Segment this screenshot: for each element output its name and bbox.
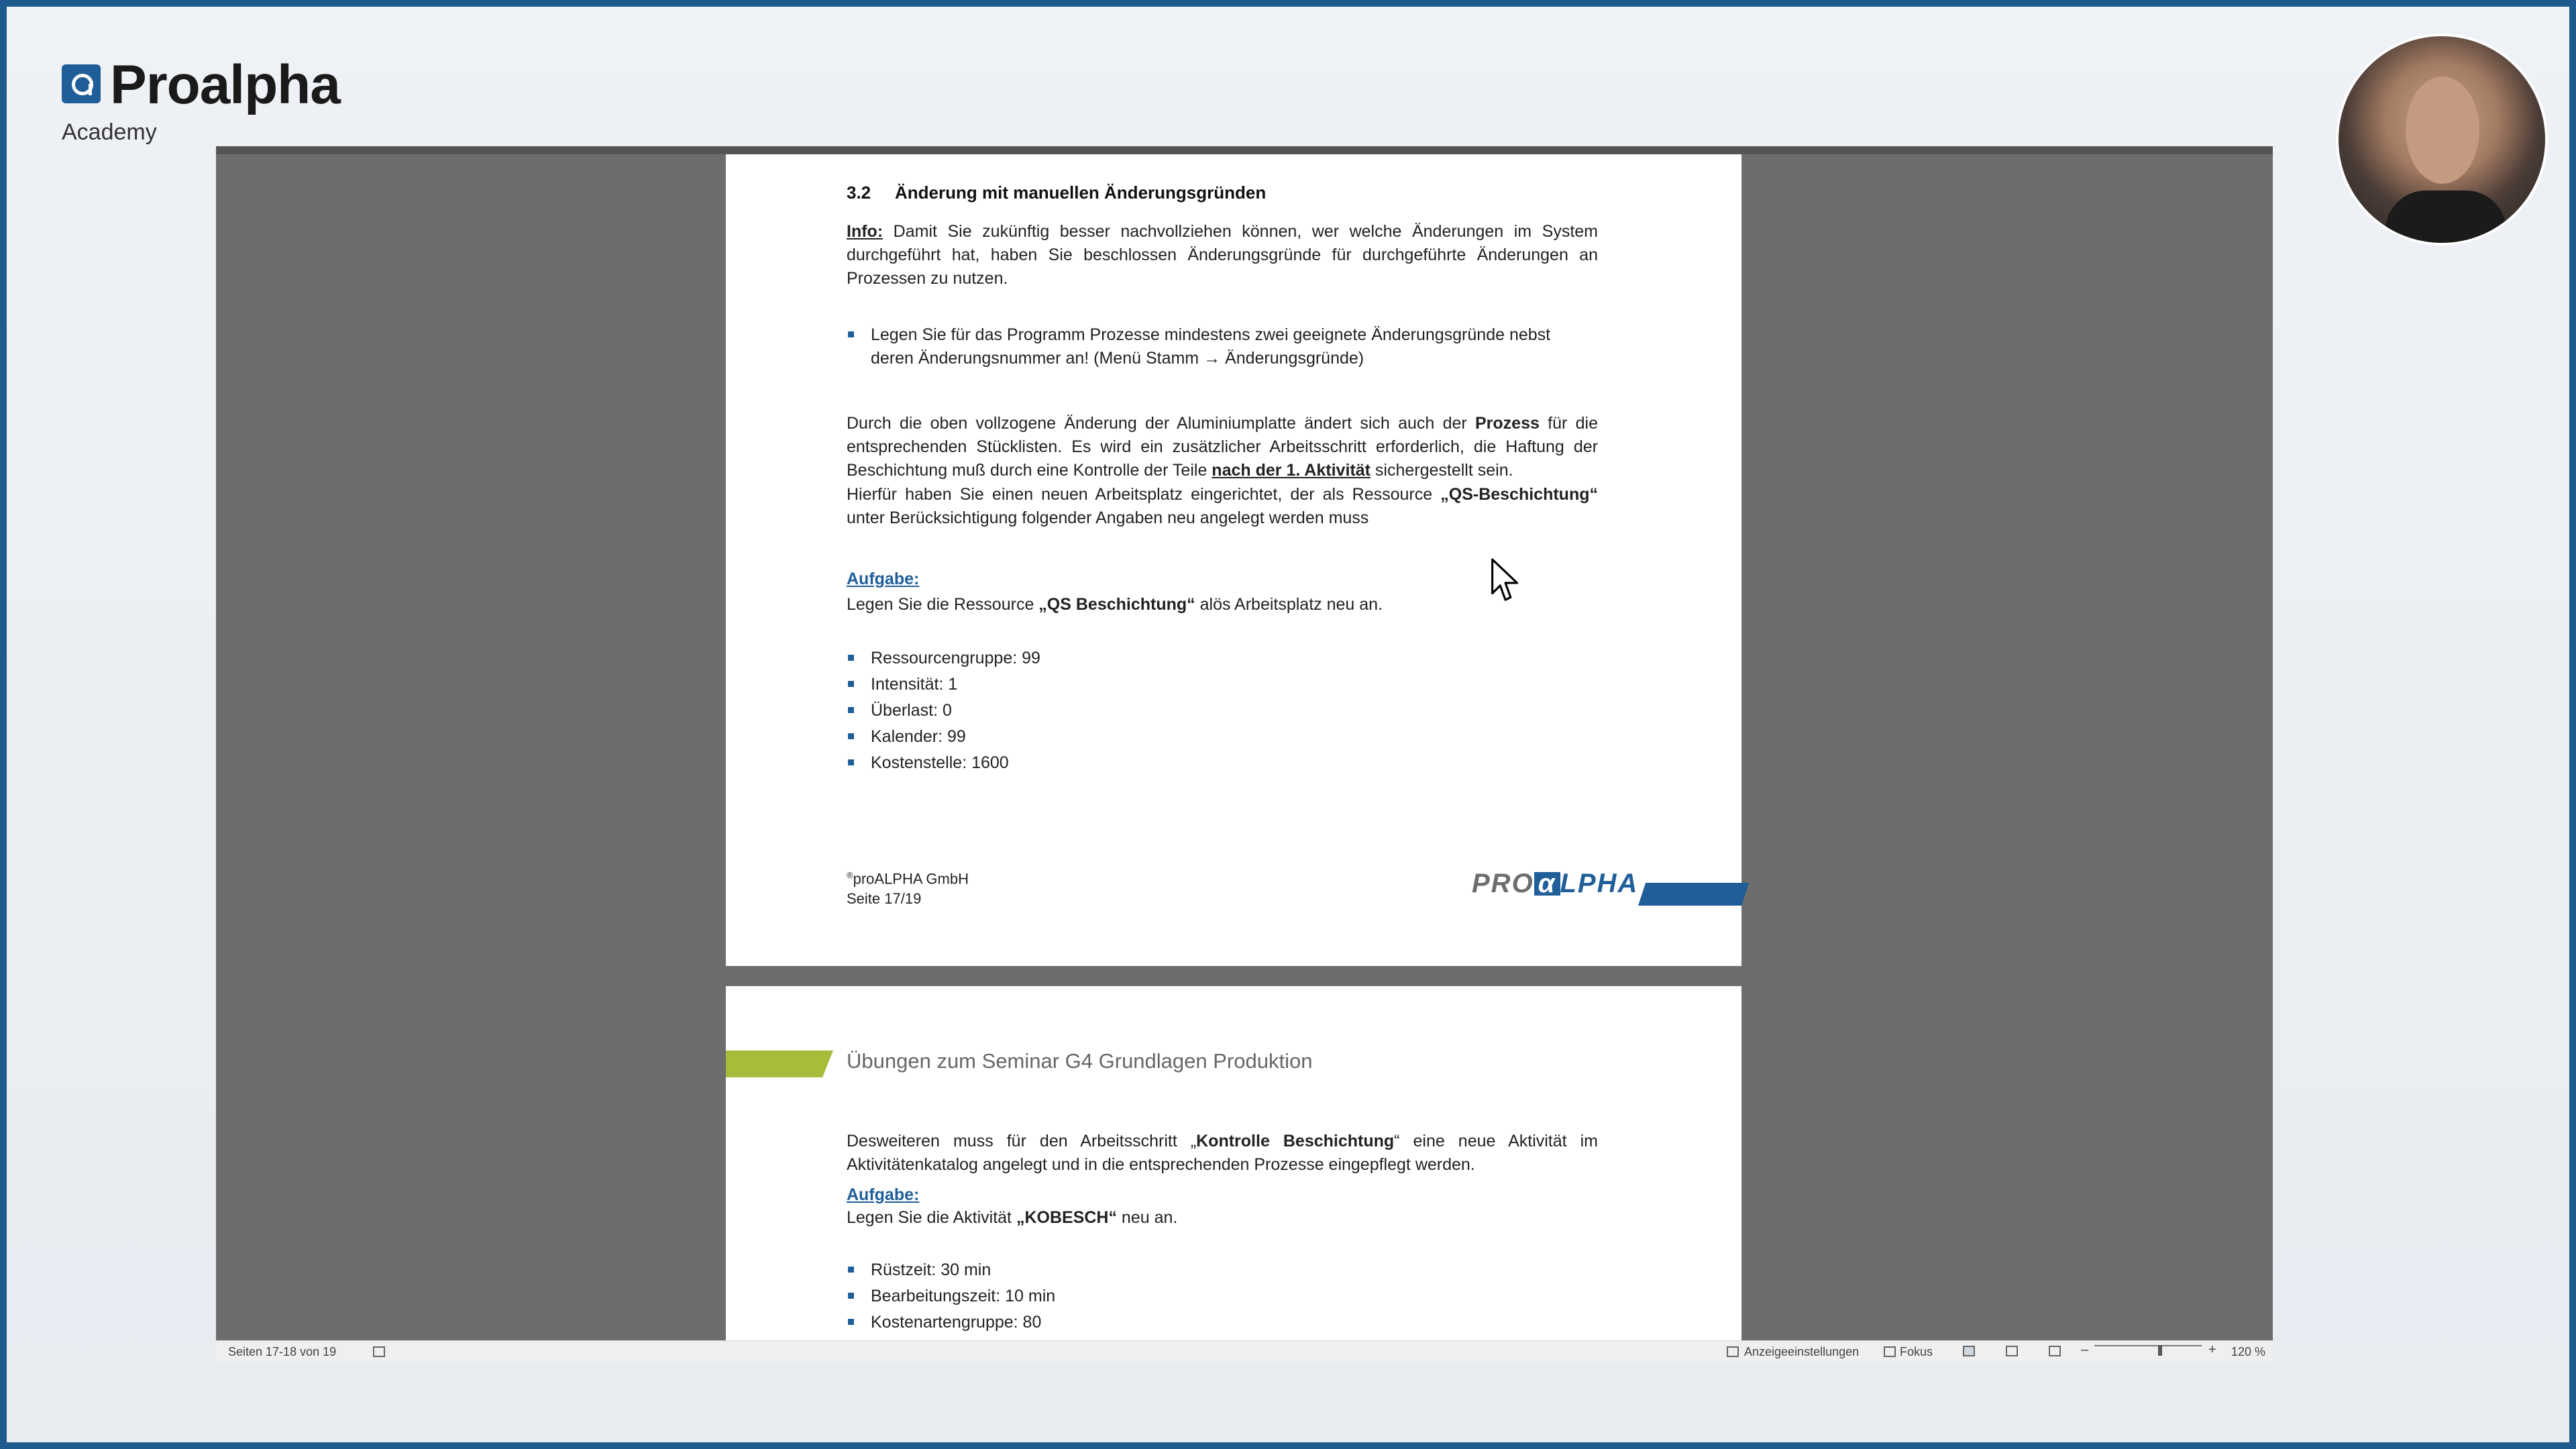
- info-text: Damit Sie zukünftig besser nachvollziehen können, wer welche Änderungen im System durchgeführt hat, haben Sie beschlossen Änderungsgründe für durchgeführte Änderungen an Prozessen zu nutzen.: [847, 222, 1598, 288]
- proalpha-footer-logo: [1472, 869, 1639, 898]
- document-page-18: [726, 986, 1741, 1348]
- zoom-level[interactable]: 120 %: [2231, 1345, 2266, 1358]
- footer-page-number: Seite 17/19: [847, 890, 922, 908]
- info-label: Info:: [847, 222, 883, 241]
- display-settings-button[interactable]: Anzeigeeinstellungen: [1744, 1345, 1860, 1358]
- body-bold: „QS-Beschichtung“: [1440, 485, 1598, 504]
- info-paragraph: [847, 220, 1598, 290]
- document-viewer[interactable]: [216, 146, 2273, 1362]
- section-number: 3.2: [847, 182, 871, 203]
- list-item: [847, 725, 1598, 749]
- brand-name: Proalpha: [110, 54, 340, 115]
- display-settings-icon[interactable]: [1727, 1346, 1739, 1357]
- task-label-text: Aufgabe:: [847, 570, 920, 588]
- list-item: [847, 1258, 1598, 1282]
- body-underlined: nach der 1. Aktivität: [1212, 461, 1371, 480]
- section-title: Änderung mit manuellen Änderungsgründen: [895, 182, 1267, 203]
- page-header-title: Übungen zum Seminar G4 Grundlagen Produktion: [847, 1049, 1313, 1073]
- body-bold: Prozess: [1475, 414, 1540, 433]
- read-mode-icon[interactable]: [1963, 1346, 1975, 1356]
- registered-mark: ®: [847, 870, 853, 880]
- print-layout-icon[interactable]: [2006, 1346, 2018, 1356]
- body-text: alös Arbeitsplatz neu an.: [1195, 595, 1383, 614]
- mouse-cursor-icon: [1491, 558, 1523, 605]
- task-label: [847, 568, 1598, 591]
- logo-alpha: α: [1534, 872, 1560, 896]
- body-text: Desweiteren muss für den Arbeitsschritt „: [847, 1132, 1197, 1150]
- footer-company: [847, 865, 969, 889]
- page-footer: [847, 865, 969, 909]
- logo-lpha: LPHA: [1560, 869, 1639, 898]
- list-item-text: Bearbeitungszeit: 10 min: [871, 1287, 1056, 1305]
- proofing-icon[interactable]: [373, 1346, 385, 1357]
- body-text: neu an.: [1116, 1208, 1178, 1227]
- list-item: [847, 673, 1598, 696]
- zoom-out-button[interactable]: –: [2081, 1342, 2089, 1357]
- list-item: [847, 1285, 1598, 1308]
- list-item-text: Ressourcengruppe: 99: [871, 649, 1040, 667]
- list-item-text: Intensität: 1: [871, 675, 958, 694]
- list-item: [847, 699, 1598, 722]
- task-label-text: Aufgabe:: [847, 1185, 920, 1204]
- body-bold: Kontrolle Beschichtung: [1196, 1132, 1395, 1150]
- viewer-top-edge: [216, 146, 2273, 154]
- footer-company-text: proALPHA GmbH: [853, 870, 969, 888]
- body-paragraph: [847, 412, 1598, 482]
- task-label: [847, 1183, 1598, 1207]
- bullet-text: Legen Sie für das Programm Prozesse mindestens zwei geeignete Änderungsgründe nebst deren Änderungsnummer an! (Menü Stamm → Änderungsgründe): [871, 325, 1551, 368]
- body-text: sichergestellt sein.: [1370, 461, 1513, 480]
- body-paragraph: [847, 1130, 1598, 1177]
- body-bold: „KOBESCH“: [1016, 1208, 1117, 1227]
- zoom-in-button[interactable]: +: [2208, 1342, 2216, 1357]
- body-text: Legen Sie die Aktivität: [847, 1208, 1016, 1227]
- body-paragraph: [847, 483, 1598, 530]
- footer-logo-bar: [1638, 883, 1749, 906]
- body-text: Hierfür haben Sie einen neuen Arbeitsplatz eingerichtet, der als Ressource: [847, 485, 1441, 504]
- page-count-status[interactable]: Seiten 17-18 von 19: [228, 1345, 337, 1358]
- list-item: [847, 323, 1558, 370]
- list-item-text: Kostenartengruppe: 80: [871, 1313, 1042, 1332]
- header-accent-bar: [726, 1051, 833, 1077]
- document-page-17: [726, 154, 1741, 966]
- focus-icon[interactable]: [1884, 1346, 1896, 1357]
- presenter-webcam-avatar: [2336, 34, 2548, 246]
- status-bar: [216, 1340, 2273, 1362]
- list-item-text: Kalender: 99: [871, 727, 966, 746]
- logo-pro: PRO: [1472, 869, 1534, 898]
- body-bold: „QS Beschichtung“: [1038, 595, 1195, 614]
- task-paragraph: [847, 1206, 1598, 1230]
- zoom-slider-track[interactable]: [2094, 1345, 2202, 1346]
- list-item-text: Rüstzeit: 30 min: [871, 1260, 991, 1279]
- proalpha-logo-icon: [62, 64, 101, 103]
- section-heading: [847, 181, 1266, 205]
- task-paragraph: [847, 593, 1598, 616]
- body-text: unter Berücksichtigung folgender Angaben neu angelegt werden muss: [847, 508, 1369, 527]
- body-text: Legen Sie die Ressource: [847, 595, 1039, 614]
- body-text: für die entsprechenden Stücklisten. Es wird ein zusätzlicher Arbeitsschritt erforderlich, die Haftung der Beschichtung muß durch eine Kontrolle der Teile: [847, 414, 1598, 480]
- web-layout-icon[interactable]: [2049, 1346, 2061, 1356]
- list-item: [847, 1311, 1598, 1334]
- list-item-text: Überlast: 0: [871, 701, 952, 720]
- list-item-text: Kostenstelle: 1600: [871, 753, 1009, 772]
- body-text: Durch die oben vollzogene Änderung der Aluminiumplatte ändert sich auch der: [847, 414, 1475, 433]
- brand-subtitle: Academy: [62, 119, 157, 145]
- body-text: “ eine neue Aktivität im Aktivitätenkatalog angelegt und in die entsprechenden Prozesse eingepflegt werden.: [847, 1132, 1598, 1174]
- zoom-slider-thumb[interactable]: [2158, 1345, 2162, 1356]
- focus-button[interactable]: Fokus: [1900, 1345, 1933, 1358]
- list-item: [847, 751, 1598, 775]
- list-item: [847, 647, 1598, 670]
